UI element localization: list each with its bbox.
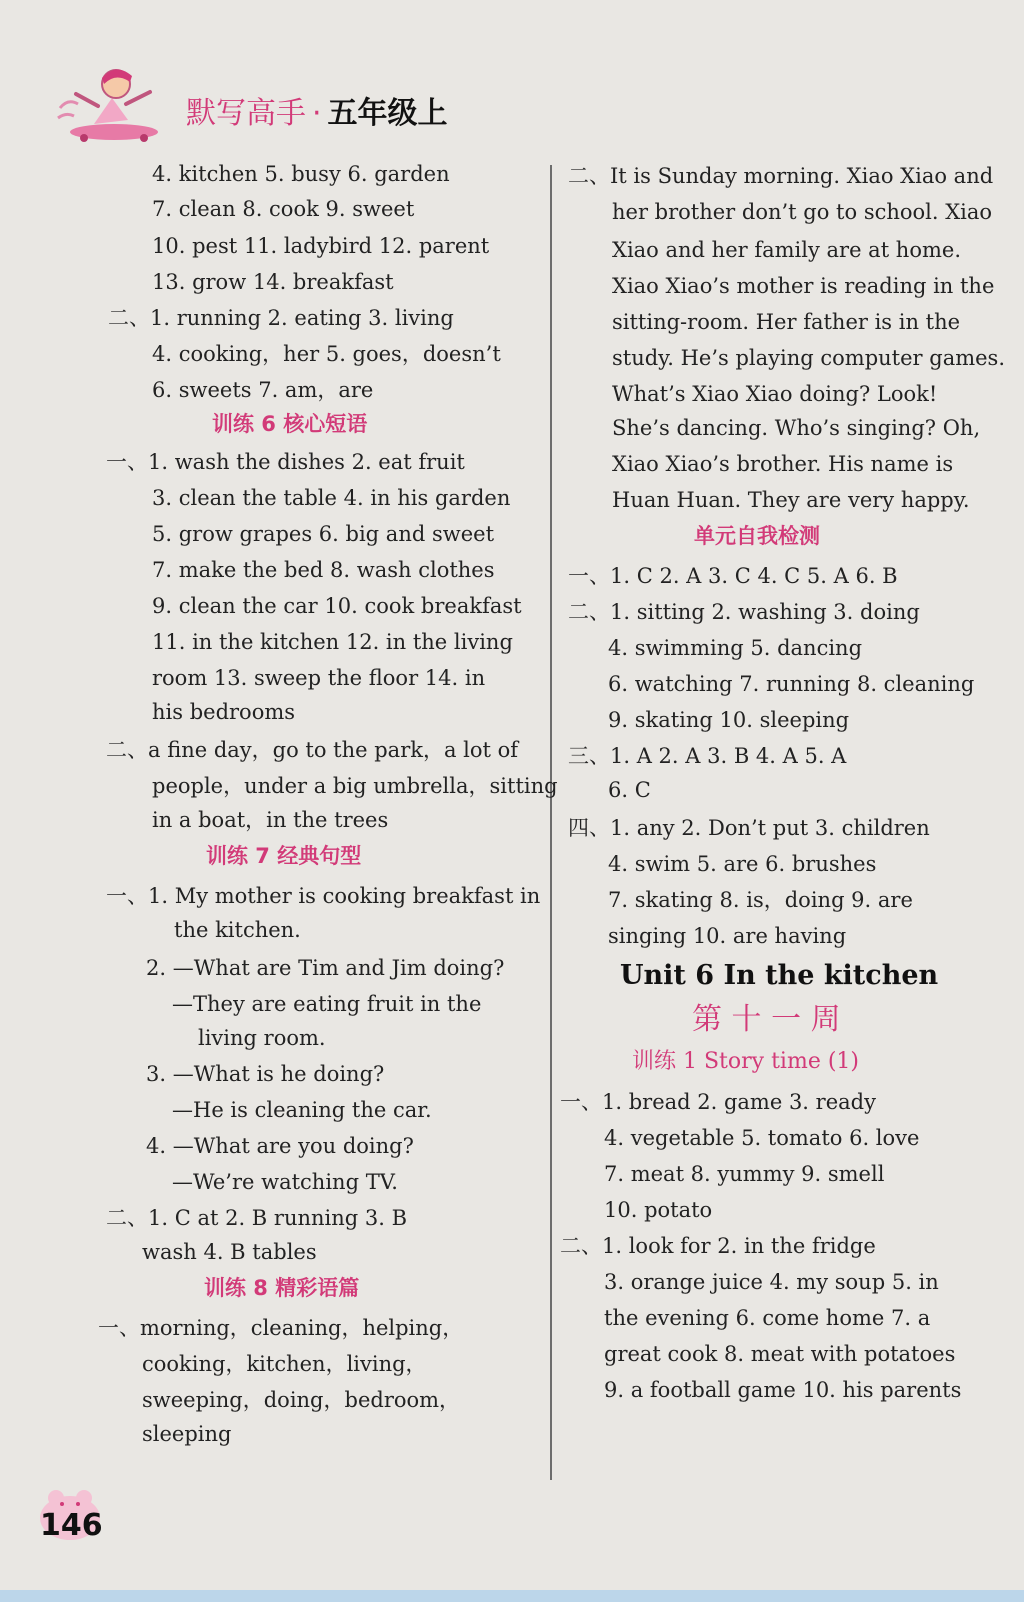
answer-line: 4. kitchen 5. busy 6. garden [152,162,450,186]
grade-label: 五年级上 [327,96,448,131]
answer-line: 10. pest 11. ladybird 12. parent [152,234,490,258]
answer-line: 一、1. My mother is cooking breakfast in [106,884,541,908]
answer-line: 三、1. A 2. A 3. B 4. A 5. A [568,744,847,768]
answer-line: Xiao and her family are at home. [612,238,961,262]
section-heading-training-8: 训练 8 精彩语篇 [204,1276,360,1300]
answer-line: 二、1. running 2. eating 3. living [108,306,454,330]
answer-line: 11. in the kitchen 12. in the living [152,630,513,654]
answer-line: —We’re watching TV. [172,1170,398,1194]
answer-line: cooking，kitchen，living， [142,1352,427,1376]
header-title [186,88,448,132]
answer-line: Xiao Xiao’s mother is reading in the [612,274,995,298]
answer-line: Huan Huan. They are very happy. [612,488,970,512]
section-heading-unit-test: 单元自我检测 [694,524,820,548]
answer-line: the evening 6. come home 7. a [604,1306,931,1330]
week-title: 第 十 一 周 [692,1002,841,1037]
answer-line: —They are eating fruit in the [172,992,482,1016]
answer-line: 二、1. C at 2. B running 3. B [106,1206,408,1230]
column-divider [550,165,552,1480]
unit-title: Unit 6 In the kitchen [620,960,939,991]
answer-line: 3. —What is he doing? [146,1062,385,1086]
answer-line: sweeping，doing，bedroom， [142,1388,461,1412]
answer-line: 10. potato [604,1198,713,1222]
answer-line: 一、morning，cleaning，helping， [98,1316,464,1340]
answer-line: the kitchen. [174,918,301,942]
answer-line: 四、1. any 2. Don’t put 3. children [568,816,930,840]
answer-line: 7. meat 8. yummy 9. smell [604,1162,885,1186]
section-heading-training-7: 训练 7 经典句型 [206,844,362,868]
answer-line: 2. —What are Tim and Jim doing? [146,956,505,980]
answer-line: living room. [198,1026,326,1050]
section-heading-story-time: 训练 1 Story time (1) [632,1049,859,1074]
answer-line: 5. grow grapes 6. big and sweet [152,522,495,546]
answer-line: 一、1. bread 2. game 3. ready [560,1090,876,1114]
answer-line: 一、1. wash the dishes 2. eat fruit [106,450,465,474]
answer-line: 二、a fine day，go to the park，a lot of [106,738,519,762]
answer-line: 13. grow 14. breakfast [152,270,394,294]
answer-line: sitting-room. Her father is in the [612,310,961,334]
answer-line: 9. clean the car 10. cook breakfast [152,594,522,618]
book-title: 默写高手 [186,96,306,131]
answer-line: —He is cleaning the car. [172,1098,432,1122]
skateboard-mascot-icon [54,58,172,144]
answer-line: 4. cooking，her 5. goes，doesn’t [152,342,501,366]
answer-line: 6. sweets 7. am，are [152,378,374,402]
answer-line: 4. —What are you doing? [146,1134,414,1158]
answer-line: 4. swimming 5. dancing [608,636,863,660]
answer-line: 7. clean 8. cook 9. sweet [152,197,415,221]
answer-line: 4. vegetable 5. tomato 6. love [604,1126,920,1150]
answer-line: 7. skating 8. is，doing 9. are [608,888,913,912]
answer-line: Xiao Xiao’s brother. His name is [612,452,954,476]
answer-line: 3. clean the table 4. in his garden [152,486,511,510]
answer-line: 9. skating 10. sleeping [608,708,850,732]
page-number: 146 [40,1508,103,1543]
answer-line: in a boat，in the trees [152,808,389,832]
answer-line: room 13. sweep the floor 14. in [152,666,486,690]
answer-line: study. He’s playing computer games. [612,346,1006,370]
answer-line: 二、1. sitting 2. washing 3. doing [568,600,920,624]
answer-line: 6. C [608,778,651,802]
answer-line: 二、It is Sunday morning. Xiao Xiao and [568,164,994,188]
answer-line: She’s dancing. Who’s singing? Oh, [612,416,981,440]
title-separator: · [312,96,322,131]
answer-line: people，under a big umbrella，sitting [152,774,558,798]
answer-line: great cook 8. meat with potatoes [604,1342,956,1366]
answer-line: 4. swim 5. are 6. brushes [608,852,877,876]
answer-line: wash 4. B tables [142,1240,317,1264]
answer-line: 9. a football game 10. his parents [604,1378,962,1402]
answer-line: 7. make the bed 8. wash clothes [152,558,495,582]
bottom-edge [0,1590,1024,1602]
section-heading-training-6: 训练 6 核心短语 [212,412,368,436]
answer-line: sleeping [142,1422,232,1446]
answer-line: his bedrooms [152,700,296,724]
answer-line: 二、1. look for 2. in the fridge [560,1234,876,1258]
answer-line: singing 10. are having [608,924,847,948]
answer-line: What’s Xiao Xiao doing? Look! [612,382,938,406]
answer-line: 6. watching 7. running 8. cleaning [608,672,975,696]
page-header [40,52,640,142]
answer-line: 一、1. C 2. A 3. C 4. C 5. A 6. B [568,564,898,588]
answer-line: her brother don’t go to school. Xiao [612,200,993,224]
answer-line: 3. orange juice 4. my soup 5. in [604,1270,939,1294]
